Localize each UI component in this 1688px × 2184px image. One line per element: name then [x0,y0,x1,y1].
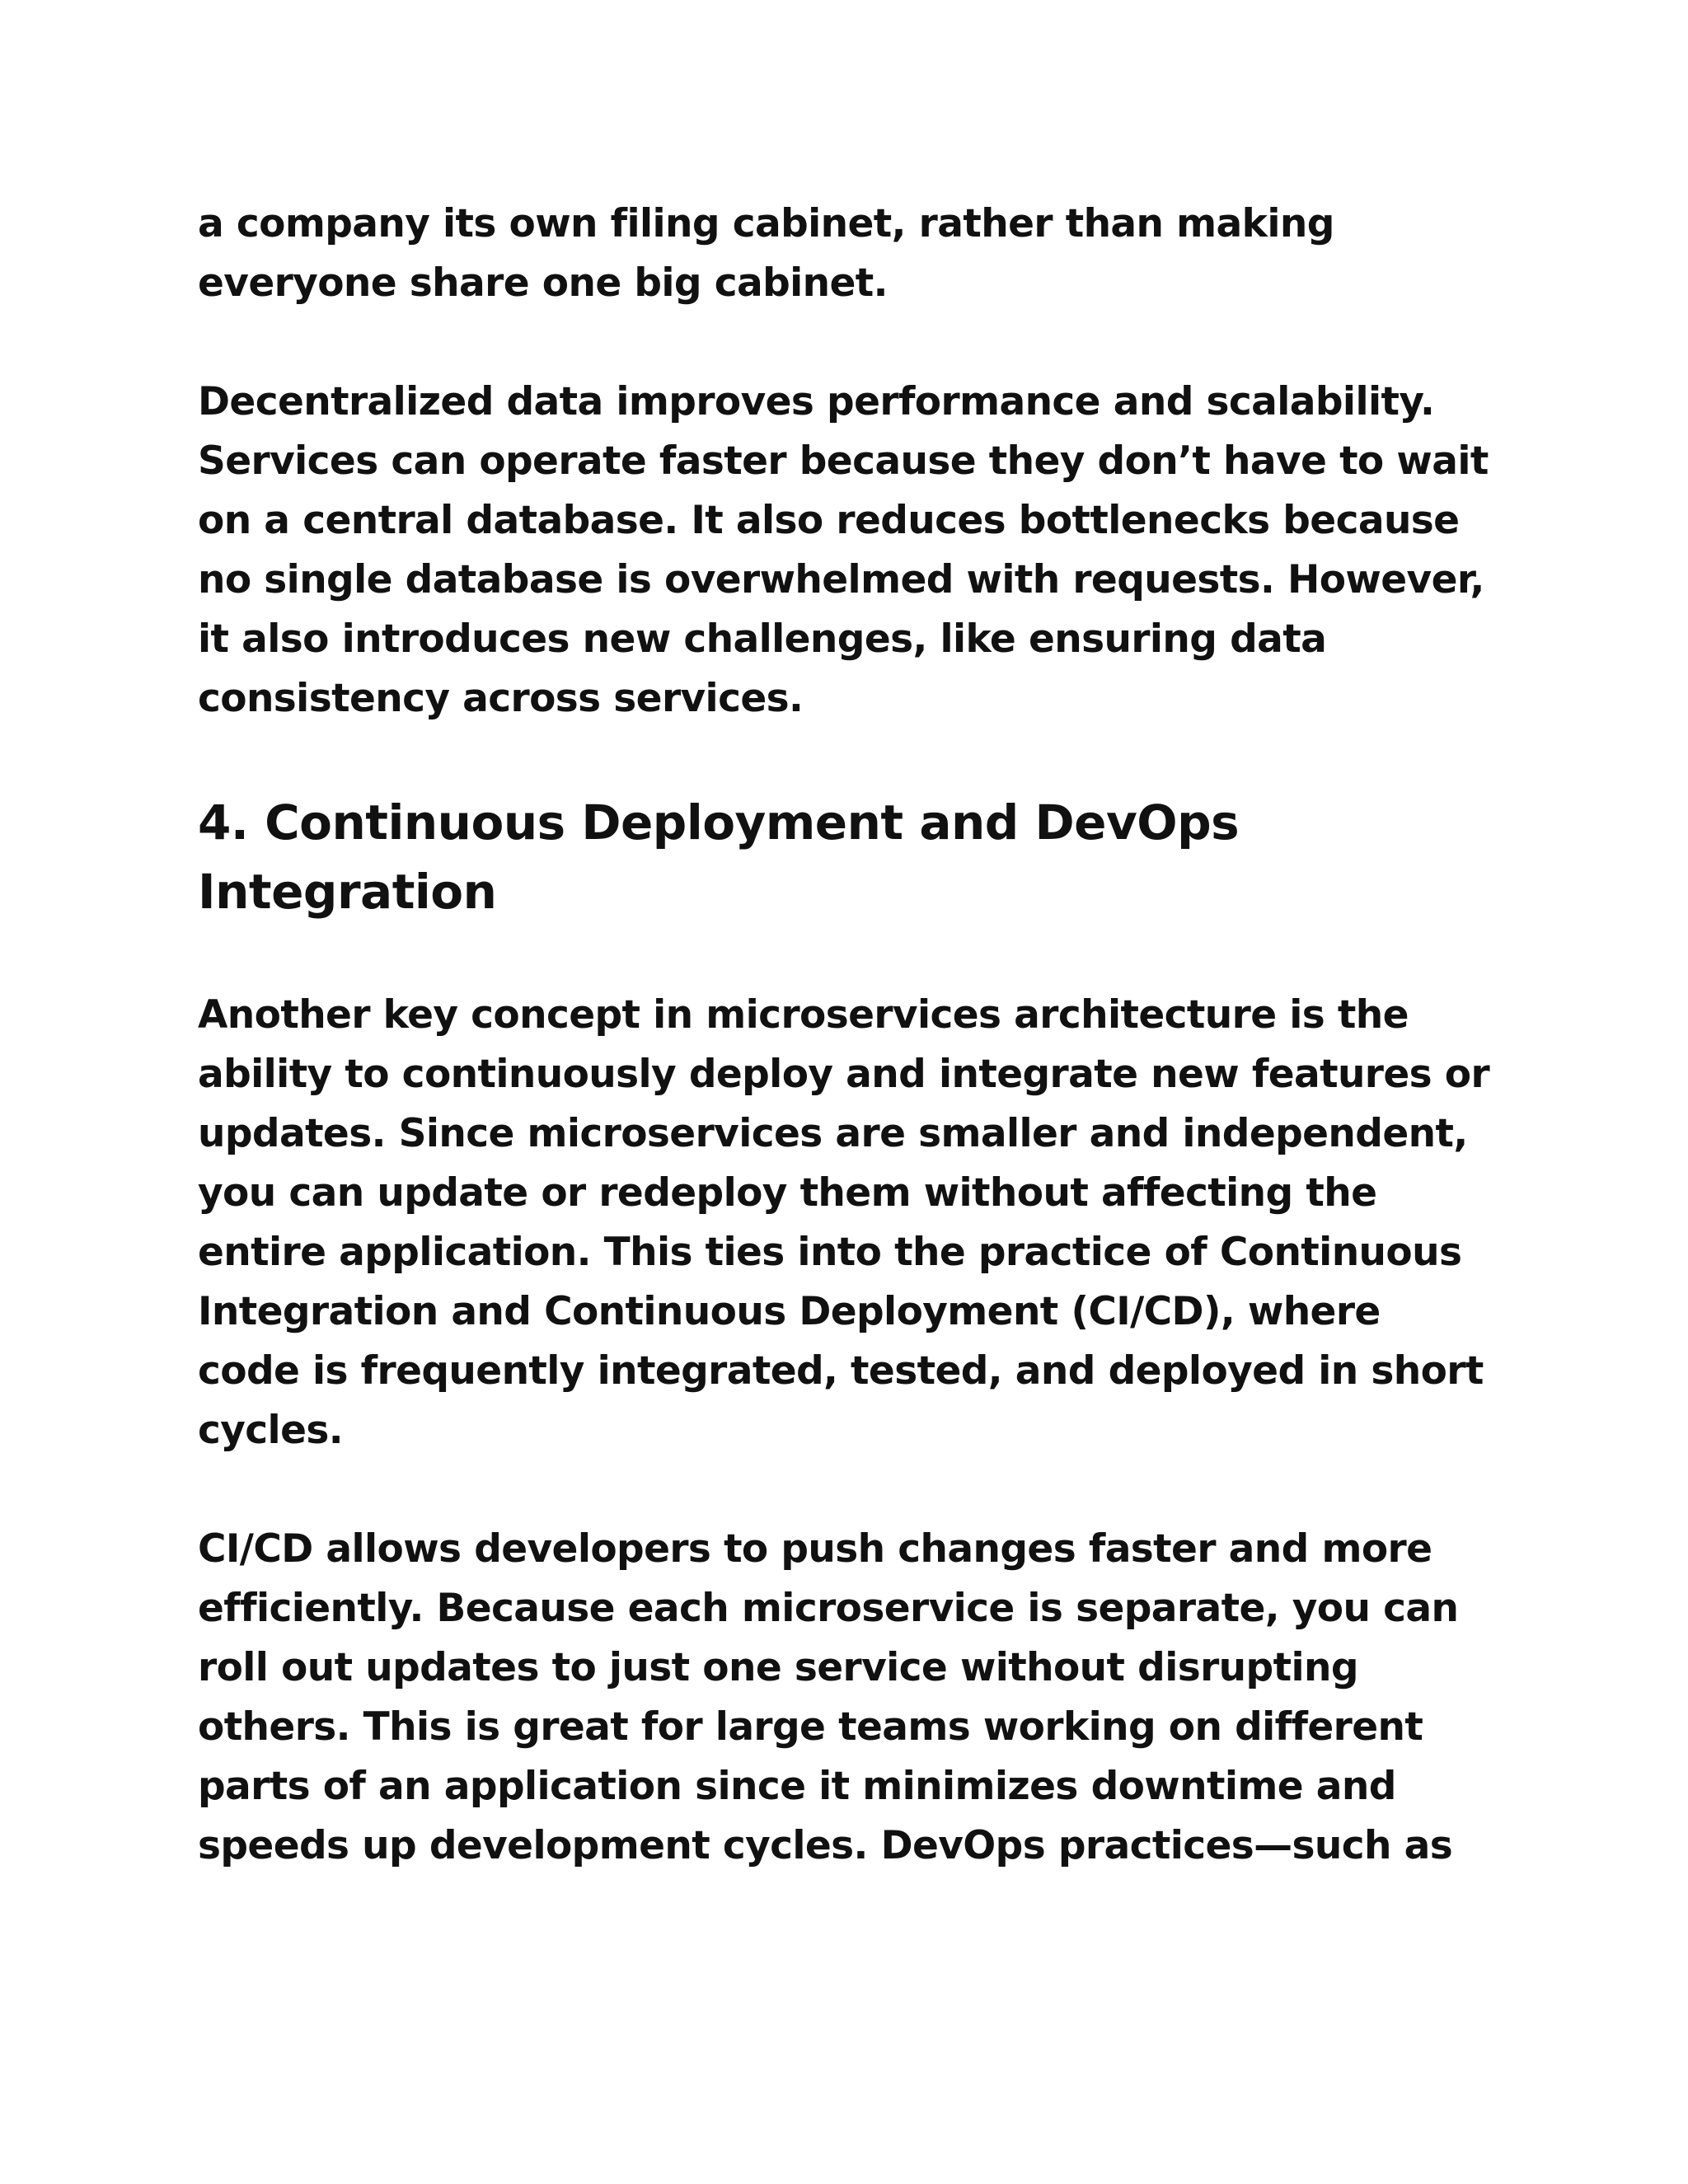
text-line: others. This is great for large teams working on different [198,1704,1423,1750]
text-line: everyone share one big cabinet. [198,260,888,306]
text-line: on a central database. It also reduces bottlenecks because [198,498,1460,543]
text-line: roll out updates to just one service without disrupting [198,1645,1358,1690]
heading-line: 4. Continuous Deployment and DevOps [198,794,1240,851]
paragraph-cicd-intro [198,986,1517,1460]
text-line: CI/CD allows developers to push changes faster and more [198,1526,1432,1572]
text-line: a company its own filing cabinet, rather than making [198,201,1334,246]
text-line: code is frequently integrated, tested, and deployed in short [198,1348,1484,1394]
section-heading [198,788,1517,926]
paragraph-spacer [198,313,1517,373]
text-line: Another key concept in microservices architecture is the [198,992,1409,1038]
section-spacer [198,729,1517,788]
text-line: cycles. [198,1408,343,1453]
text-line: it also introduces new challenges, like ensuring data [198,616,1327,662]
document-content [198,194,1517,1876]
text-line: no single database is overwhelmed with requests. However, [198,557,1484,602]
text-line: efficiently. Because each microservice is separate, you can [198,1586,1459,1631]
heading-spacer [198,926,1517,986]
text-line: updates. Since microservices are smaller and independent, [198,1111,1468,1156]
text-line: ability to continuously deploy and integrate new features or [198,1052,1490,1097]
text-line: speeds up development cycles. DevOps practices—such as [198,1823,1453,1868]
paragraph-filing-cabinet [198,194,1517,313]
text-line: parts of an application since it minimizes downtime and [198,1764,1396,1809]
text-line: you can update or redeploy them without affecting the [198,1170,1377,1216]
paragraph-spacer [198,1460,1517,1520]
paragraph-decentralized-data [198,373,1517,729]
text-line: Integration and Continuous Deployment (CI/CD), where [198,1289,1381,1334]
text-line: Services can operate faster because they don’t have to wait [198,438,1489,484]
text-line: consistency across services. [198,676,804,721]
paragraph-cicd-benefits [198,1520,1517,1876]
text-line: entire application. This ties into the practice of Continuous [198,1230,1462,1275]
heading-line: Integration [198,864,497,920]
text-line: Decentralized data improves performance and scalability. [198,379,1435,424]
